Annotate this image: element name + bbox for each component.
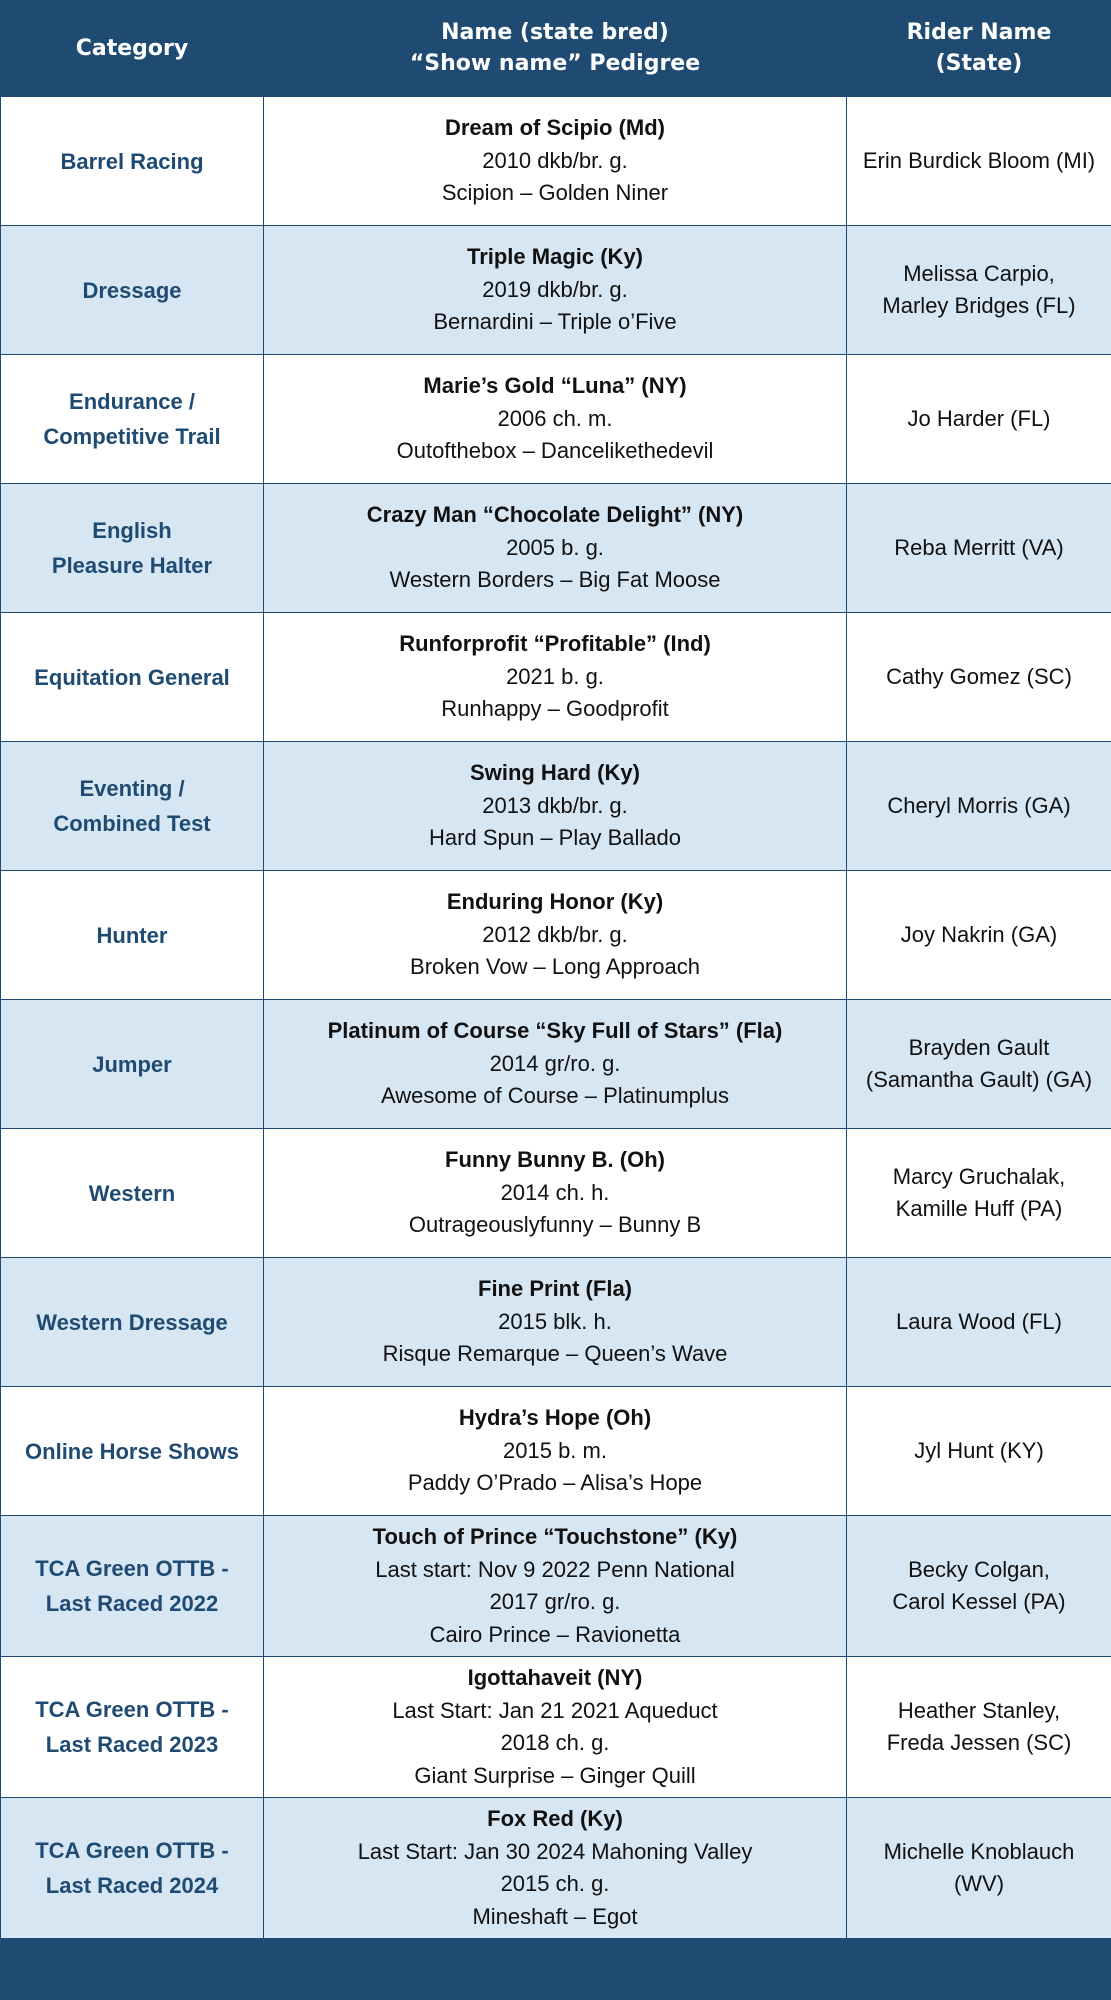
rider-name: Reba Merritt (VA) xyxy=(894,534,1064,560)
category-cell xyxy=(1,1798,264,1939)
category-label: Western Dressage xyxy=(36,1309,228,1335)
horse-detail: Western Borders – Big Fat Moose xyxy=(389,567,721,593)
header-name-line: “Show name” Pedigree xyxy=(409,51,701,76)
rider-name: Melissa Carpio, xyxy=(903,260,1055,286)
horse-detail: 2014 ch. h. xyxy=(500,1179,610,1205)
horse-name: Triple Magic (Ky) xyxy=(466,244,644,270)
horse-detail: 2021 b. g. xyxy=(506,663,604,689)
horse-detail: Last Start: Jan 30 2024 Mahoning Valley xyxy=(357,1838,753,1864)
horse-cell xyxy=(264,1657,847,1798)
category-cell xyxy=(1,1657,264,1798)
category-label: TCA Green OTTB - xyxy=(35,1838,229,1863)
horse-name: Crazy Man “Chocolate Delight” (NY) xyxy=(366,502,744,528)
horse-cell xyxy=(264,226,847,355)
category-cell xyxy=(1,1516,264,1657)
category-cell xyxy=(1,226,264,355)
rider-name: Laura Wood (FL) xyxy=(896,1308,1062,1334)
horse-detail: Cairo Prince – Ravionetta xyxy=(429,1621,681,1647)
horse-detail: Last Start: Jan 21 2021 Aqueduct xyxy=(392,1697,718,1723)
table-row xyxy=(1,97,1111,226)
rider-name: Jyl Hunt (KY) xyxy=(914,1437,1044,1463)
table-row xyxy=(1,1657,1111,1798)
table-row xyxy=(1,742,1111,871)
horse-cell xyxy=(264,871,847,1000)
table-row xyxy=(1,1258,1111,1387)
rider-cell xyxy=(847,1000,1111,1129)
table-row xyxy=(1,1516,1111,1657)
horse-cell xyxy=(264,1387,847,1516)
category-label: TCA Green OTTB - xyxy=(35,1697,229,1722)
category-cell xyxy=(1,742,264,871)
header-name xyxy=(264,0,847,97)
rider-name: Cathy Gomez (SC) xyxy=(886,663,1072,689)
rider-name: Joy Nakrin (GA) xyxy=(900,921,1058,947)
rider-name: Heather Stanley, xyxy=(897,1697,1061,1723)
rider-name: Kamille Huff (PA) xyxy=(895,1196,1063,1221)
header-rider-line: Rider Name xyxy=(906,20,1052,45)
category-label: English xyxy=(92,518,172,543)
category-label: Western xyxy=(88,1180,176,1206)
table-row xyxy=(1,226,1111,355)
header-rider xyxy=(847,0,1111,97)
category-label: Equitation General xyxy=(34,664,230,690)
rider-name: Marley Bridges (FL) xyxy=(882,293,1076,318)
horse-cell xyxy=(264,97,847,226)
horse-detail: 2019 dkb/br. g. xyxy=(482,276,628,302)
horse-detail: 2005 b. g. xyxy=(506,534,604,560)
rider-cell xyxy=(847,484,1111,613)
rider-cell xyxy=(847,742,1111,871)
category-cell xyxy=(1,1000,264,1129)
rider-name: (WV) xyxy=(953,1871,1005,1896)
category-label: Online Horse Shows xyxy=(25,1438,239,1464)
rider-cell xyxy=(847,1129,1111,1258)
horse-detail: Outrageouslyfunny – Bunny B xyxy=(408,1212,702,1238)
table-row xyxy=(1,1129,1111,1258)
horse-cell xyxy=(264,484,847,613)
horse-detail: 2018 ch. g. xyxy=(500,1730,610,1755)
horse-cell xyxy=(264,613,847,742)
horse-cell xyxy=(264,1798,847,1939)
rider-name: Jo Harder (FL) xyxy=(907,405,1051,431)
category-label: Combined Test xyxy=(53,811,211,836)
horse-name: Platinum of Course “Sky Full of Stars” (Fla) xyxy=(327,1018,783,1044)
horse-detail: Bernardini – Triple o’Five xyxy=(433,309,677,335)
category-label: Hunter xyxy=(96,922,168,948)
table-body xyxy=(1,97,1111,1939)
header-row xyxy=(1,0,1111,97)
category-label: Eventing / xyxy=(79,776,185,801)
rider-name: Erin Burdick Bloom (MI) xyxy=(862,147,1096,173)
table-row xyxy=(1,1000,1111,1129)
category-label: Jumper xyxy=(92,1051,172,1077)
rider-cell xyxy=(847,1516,1111,1657)
rider-cell xyxy=(847,1657,1111,1798)
horse-name: Dream of Scipio (Md) xyxy=(444,115,665,141)
category-cell xyxy=(1,97,264,226)
rider-cell xyxy=(847,1798,1111,1939)
horse-detail: Hard Spun – Play Ballado xyxy=(429,825,681,851)
horse-cell xyxy=(264,1129,847,1258)
rider-name: Brayden Gault xyxy=(908,1034,1050,1060)
category-cell xyxy=(1,1129,264,1258)
table-row xyxy=(1,355,1111,484)
header-category: Category xyxy=(1,0,264,97)
horse-detail: Last start: Nov 9 2022 Penn National xyxy=(375,1556,735,1582)
horse-detail: 2010 dkb/br. g. xyxy=(482,147,628,173)
horse-detail: 2012 dkb/br. g. xyxy=(482,921,628,947)
horse-detail: 2015 b. m. xyxy=(503,1437,607,1463)
horse-detail: 2006 ch. m. xyxy=(497,405,613,431)
category-cell xyxy=(1,871,264,1000)
rider-name: Cheryl Morris (GA) xyxy=(887,792,1071,818)
horse-detail: Outofthebox – Dancelikethedevil xyxy=(396,438,714,464)
horse-name: Marie’s Gold “Luna” (NY) xyxy=(423,373,687,399)
horse-detail: 2015 blk. h. xyxy=(498,1308,612,1334)
horse-detail: Mineshaft – Egot xyxy=(472,1903,638,1929)
horse-detail: Giant Surprise – Ginger Quill xyxy=(414,1762,696,1788)
rider-name: Marcy Gruchalak, xyxy=(892,1163,1066,1189)
category-label: Last Raced 2024 xyxy=(45,1873,219,1898)
category-label: Competitive Trail xyxy=(43,424,221,449)
horse-detail: Runhappy – Goodprofit xyxy=(441,696,669,722)
category-cell xyxy=(1,613,264,742)
horse-detail: Awesome of Course – Platinumplus xyxy=(380,1083,730,1109)
rider-cell xyxy=(847,1258,1111,1387)
horse-cell xyxy=(264,742,847,871)
category-label: Barrel Racing xyxy=(60,148,204,174)
horse-name: Runforprofit “Profitable” (Ind) xyxy=(399,631,711,657)
horse-detail: 2017 gr/ro. g. xyxy=(489,1589,621,1614)
horse-detail: Risque Remarque – Queen’s Wave xyxy=(382,1341,728,1367)
horse-name: Enduring Honor (Ky) xyxy=(446,889,664,915)
table-row xyxy=(1,1798,1111,1939)
category-label: Last Raced 2022 xyxy=(45,1591,219,1616)
horse-detail: Broken Vow – Long Approach xyxy=(410,954,700,980)
horse-name: Fox Red (Ky) xyxy=(487,1806,623,1831)
table-row xyxy=(1,613,1111,742)
rider-name: Carol Kessel (PA) xyxy=(892,1589,1066,1614)
horse-name: Igottahaveit (NY) xyxy=(467,1665,643,1690)
header-name-line: Name (state bred) xyxy=(441,20,669,45)
category-cell xyxy=(1,1258,264,1387)
horse-name: Swing Hard (Ky) xyxy=(470,760,640,786)
rider-cell xyxy=(847,1387,1111,1516)
rider-cell xyxy=(847,355,1111,484)
rider-name: Becky Colgan, xyxy=(908,1556,1050,1582)
horse-cell xyxy=(264,1000,847,1129)
horse-detail: Paddy O’Prado – Alisa’s Hope xyxy=(407,1470,703,1496)
category-label: Endurance / xyxy=(69,389,195,414)
rider-cell xyxy=(847,97,1111,226)
rider-name: Michelle Knoblauch xyxy=(883,1838,1075,1864)
table-header xyxy=(1,0,1111,97)
rider-cell xyxy=(847,871,1111,1000)
horse-name: Fine Print (Fla) xyxy=(478,1276,632,1302)
horse-name: Funny Bunny B. (Oh) xyxy=(445,1147,665,1173)
rider-cell xyxy=(847,226,1111,355)
horse-name: Touch of Prince “Touchstone” (Ky) xyxy=(372,1524,738,1549)
horse-detail: 2013 dkb/br. g. xyxy=(482,792,628,818)
horse-cell xyxy=(264,355,847,484)
table-row xyxy=(1,484,1111,613)
horse-detail: Scipion – Golden Niner xyxy=(441,180,669,206)
category-label: Dressage xyxy=(82,277,182,303)
rider-name: (Samantha Gault) (GA) xyxy=(865,1067,1093,1092)
header-rider-line: (State) xyxy=(935,51,1023,76)
category-cell xyxy=(1,484,264,613)
category-label: TCA Green OTTB - xyxy=(35,1556,229,1581)
category-label: Pleasure Halter xyxy=(51,553,213,578)
horse-detail: 2015 ch. g. xyxy=(500,1871,610,1896)
category-cell xyxy=(1,1387,264,1516)
rider-name: Freda Jessen (SC) xyxy=(886,1730,1072,1755)
horse-name: Hydra’s Hope (Oh) xyxy=(458,1405,652,1431)
horse-detail: 2014 gr/ro. g. xyxy=(489,1050,621,1076)
horse-cell xyxy=(264,1516,847,1657)
horse-cell xyxy=(264,1258,847,1387)
rider-cell xyxy=(847,613,1111,742)
table-row xyxy=(1,871,1111,1000)
category-label: Last Raced 2023 xyxy=(45,1732,219,1757)
table-row xyxy=(1,1387,1111,1516)
category-cell xyxy=(1,355,264,484)
